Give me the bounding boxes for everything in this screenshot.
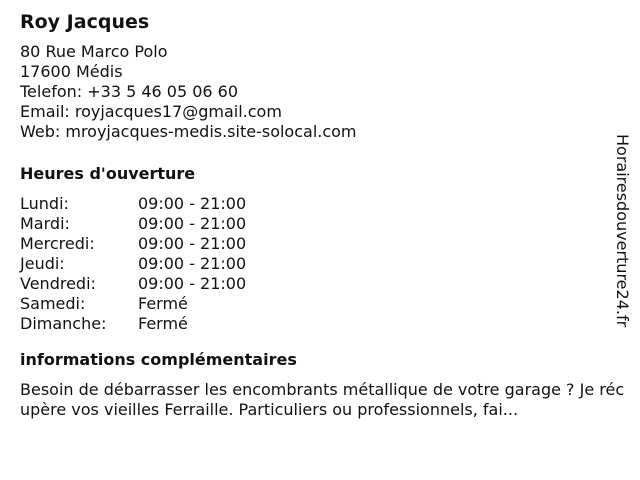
hours-row-thursday [20,254,246,274]
business-name: Roy Jacques [20,11,150,33]
web-line: Web: mroyjacques-medis.site-solocal.com [20,122,357,141]
hours-row-friday [20,274,246,294]
address-city: 17600 Médis [20,62,123,81]
hours-row-sunday [20,314,246,334]
day-label: Jeudi: [20,254,65,273]
day-label: Vendredi: [20,274,96,293]
additional-info-text: Besoin de débarrasser les encombrants métallique de votre garage ? Je récupère vos vieilles Ferraille. Particuliers ou professionnels, fai... [20,380,625,419]
email-line: Email: royjacques17@gmail.com [20,102,282,121]
hours-value: 09:00 - 21:00 [138,234,247,253]
address-street: 80 Rue Marco Polo [20,42,168,61]
hours-value: 09:00 - 21:00 [138,254,247,273]
hours-value: 09:00 - 21:00 [138,214,247,233]
hours-value: Fermé [138,314,188,333]
day-label: Samedi: [20,294,86,313]
hours-value: 09:00 - 21:00 [138,194,247,213]
additional-info-heading: informations complémentaires [20,350,297,369]
day-label: Dimanche: [20,314,107,333]
hours-row-wednesday [20,234,246,254]
hours-row-tuesday [20,214,246,234]
phone-line: Telefon: +33 5 46 05 06 60 [20,82,239,101]
day-label: Mardi: [20,214,70,233]
day-label: Mercredi: [20,234,95,253]
opening-hours-heading: Heures d'ouverture [20,164,196,183]
hours-value: 09:00 - 21:00 [138,274,247,293]
hours-row-monday [20,194,246,214]
hours-value: Fermé [138,294,188,313]
opening-hours-table [20,194,246,334]
hours-row-saturday [20,294,246,314]
site-watermark: Horairesdouverture24.fr [613,134,632,328]
day-label: Lundi: [20,194,69,213]
